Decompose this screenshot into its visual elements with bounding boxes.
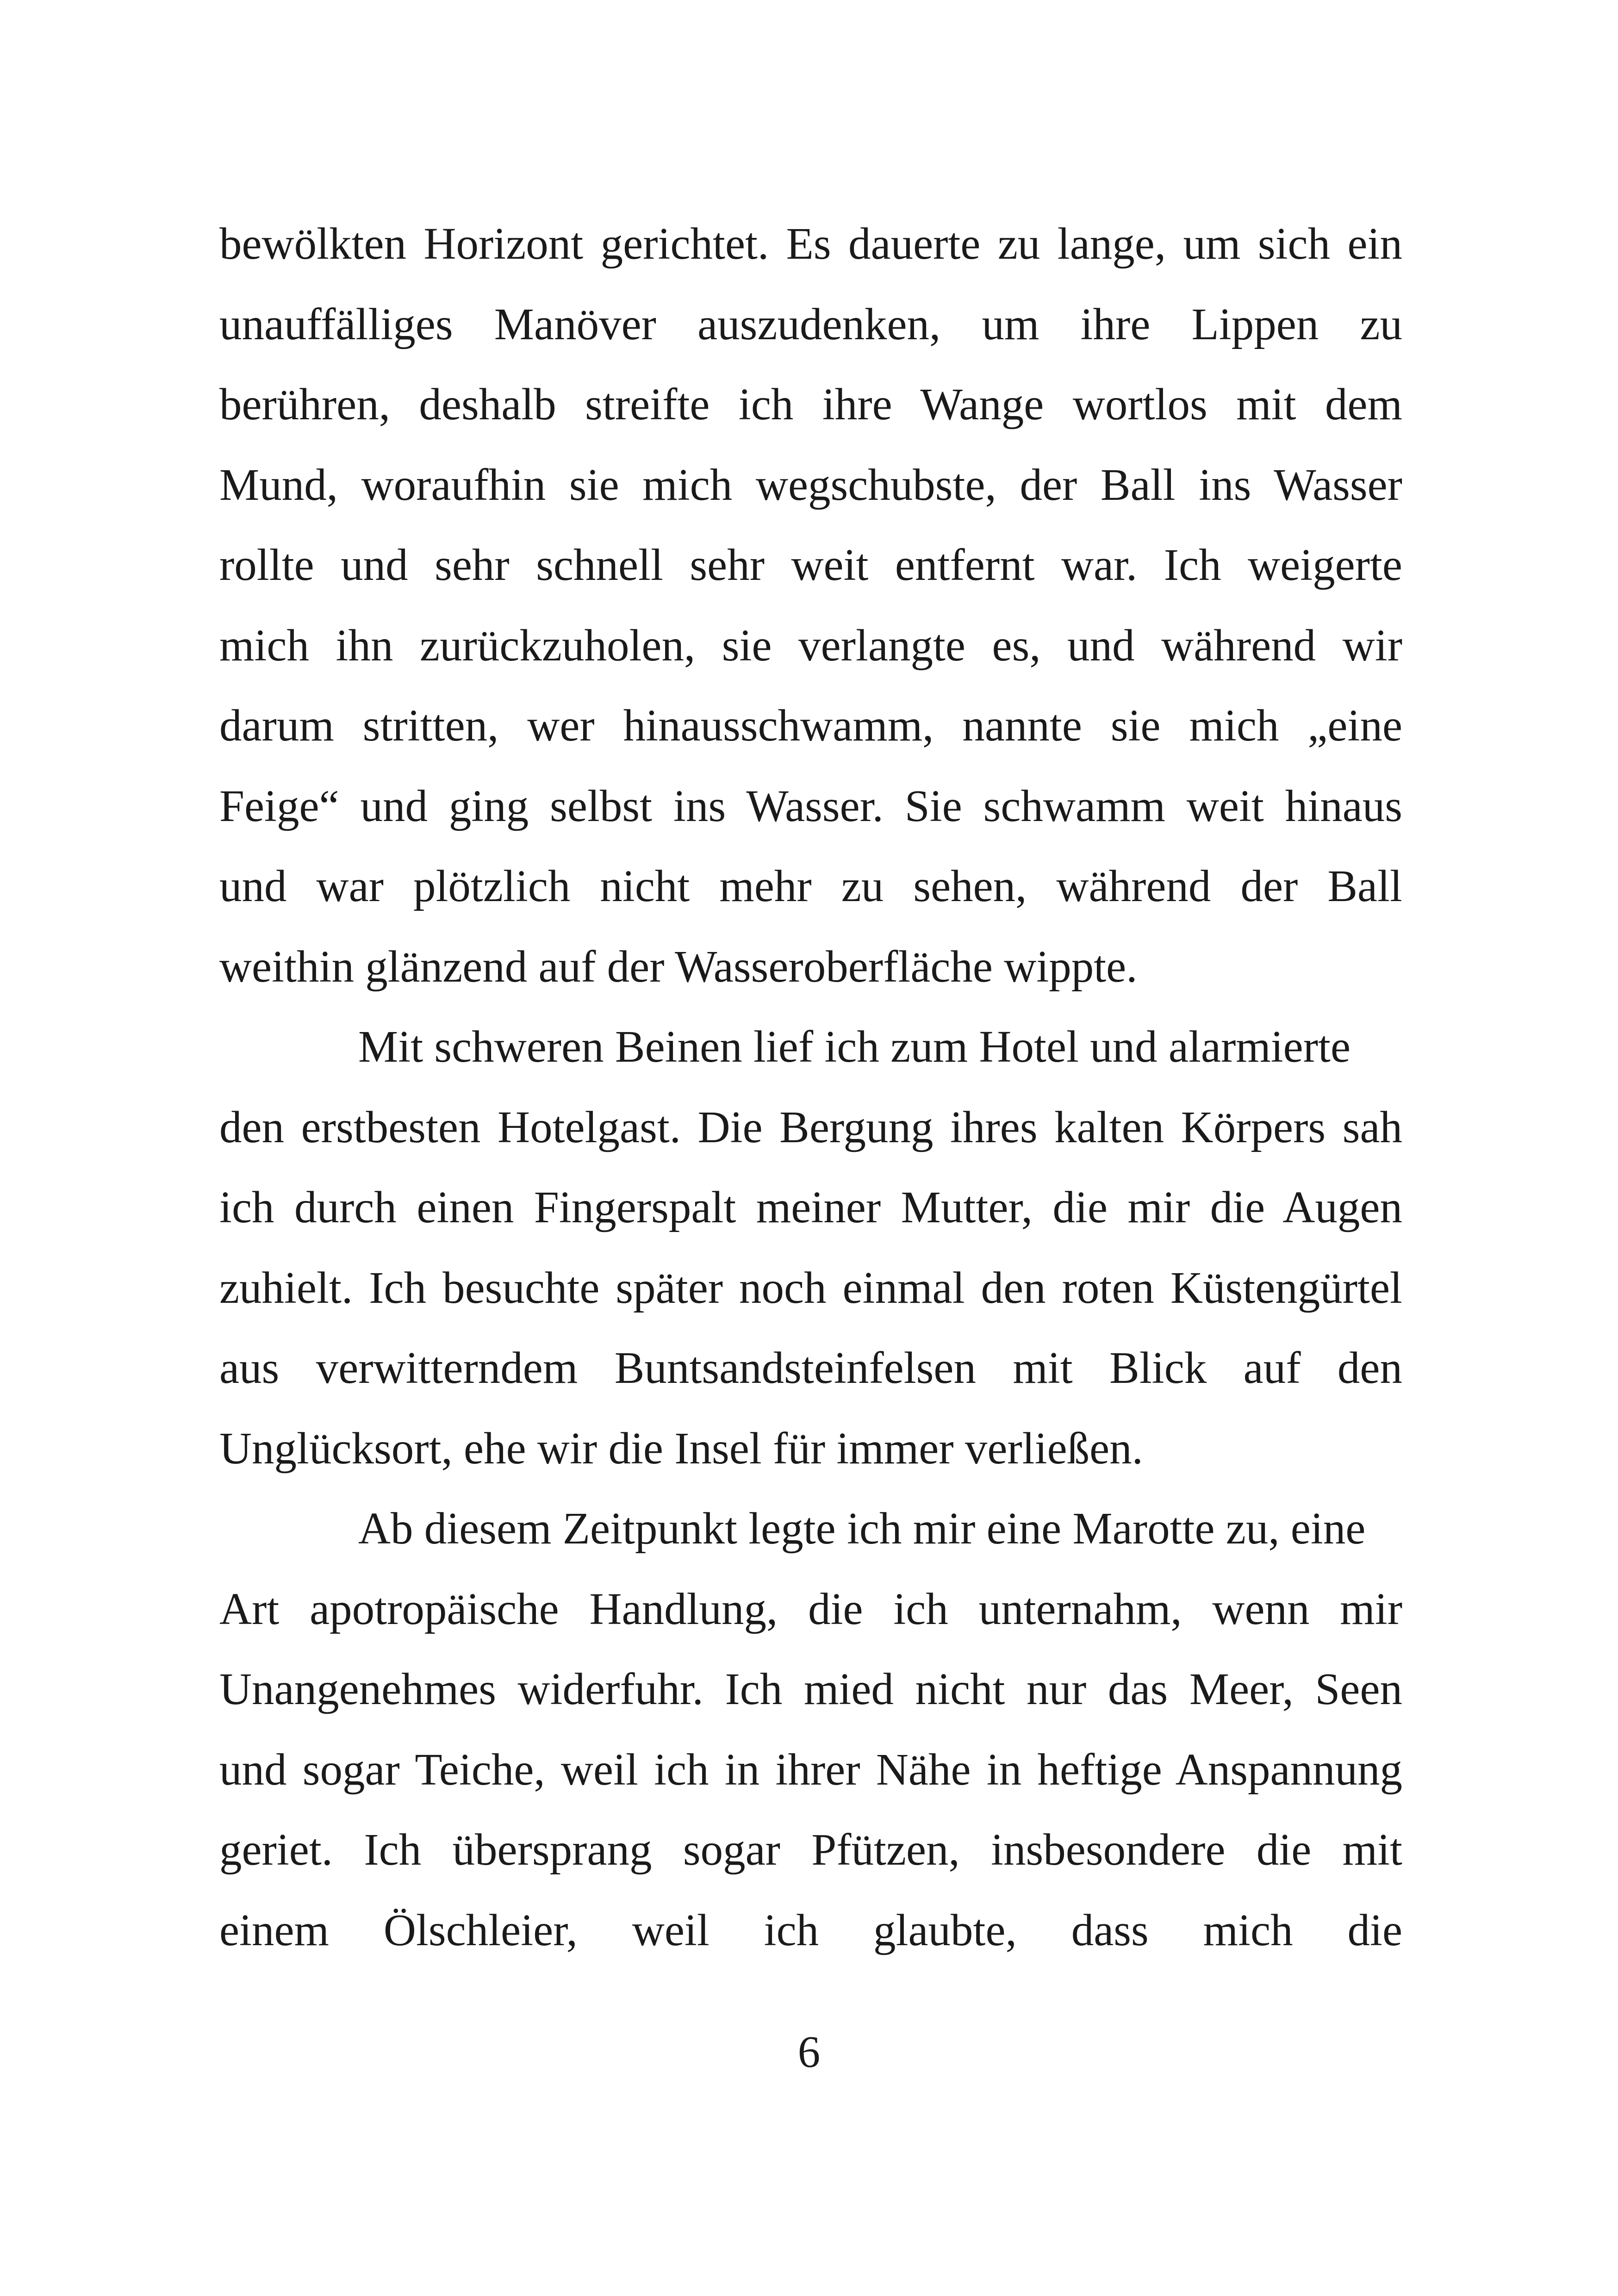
text-line: und war plötzlich nicht mehr zu sehen, während der Ball (219, 861, 1402, 911)
text-line: den erstbesten Hotelgast. Die Bergung ihres kalten Körpers sah (219, 1102, 1402, 1152)
text-line: Feige“ und ging selbst ins Wasser. Sie schwamm weit hinaus (219, 781, 1402, 831)
text-line: Mit schweren Beinen lief ich zum Hotel und alarmierte (358, 1022, 1351, 1071)
text-line: unauffälliges Manöver auszudenken, um ihre Lippen zu (219, 299, 1402, 349)
text-line: darum stritten, wer hinausschwamm, nannte sie mich „eine (219, 701, 1402, 750)
text-line: und sogar Teiche, weil ich in ihrer Nähe in heftige Anspannung (219, 1744, 1402, 1794)
text-line: berühren, deshalb streifte ich ihre Wange wortlos mit dem (219, 380, 1402, 429)
text-line: Mund, woraufhin sie mich wegschubste, der Ball ins Wasser (219, 460, 1402, 510)
page-number: 6 (797, 2027, 821, 2077)
text-line: Art apotropäische Handlung, die ich unternahm, wenn mir (219, 1584, 1402, 1634)
text-line: weithin glänzend auf der Wasseroberfläche wippte. (219, 941, 1138, 991)
text-line: Ab diesem Zeitpunkt legte ich mir eine Marotte zu, eine (358, 1504, 1366, 1553)
text-line: ich durch einen Fingerspalt meiner Mutter, die mir die Augen (219, 1182, 1402, 1232)
text-line: bewölkten Horizont gerichtet. Es dauerte zu lange, um sich ein (219, 219, 1402, 268)
text-line: Unangenehmes widerfuhr. Ich mied nicht nur das Meer, Seen (219, 1664, 1402, 1714)
text-line: aus verwitterndem Buntsandsteinfelsen mit Blick auf den (219, 1343, 1402, 1393)
body-text (219, 204, 1402, 1970)
text-line: geriet. Ich übersprang sogar Pfützen, insbesondere die mit (219, 1825, 1402, 1874)
text-line: einem Ölschleier, weil ich glaubte, dass mich die (219, 1905, 1402, 1955)
text-line: rollte und sehr schnell sehr weit entfernt war. Ich weigerte (219, 540, 1402, 590)
text-line: zuhielt. Ich besuchte später noch einmal den roten Küstengürtel (219, 1263, 1402, 1313)
text-line: Unglücksort, ehe wir die Insel für immer verließen. (219, 1423, 1143, 1473)
text-line: mich ihn zurückzuholen, sie verlangte es, und während wir (219, 620, 1402, 670)
